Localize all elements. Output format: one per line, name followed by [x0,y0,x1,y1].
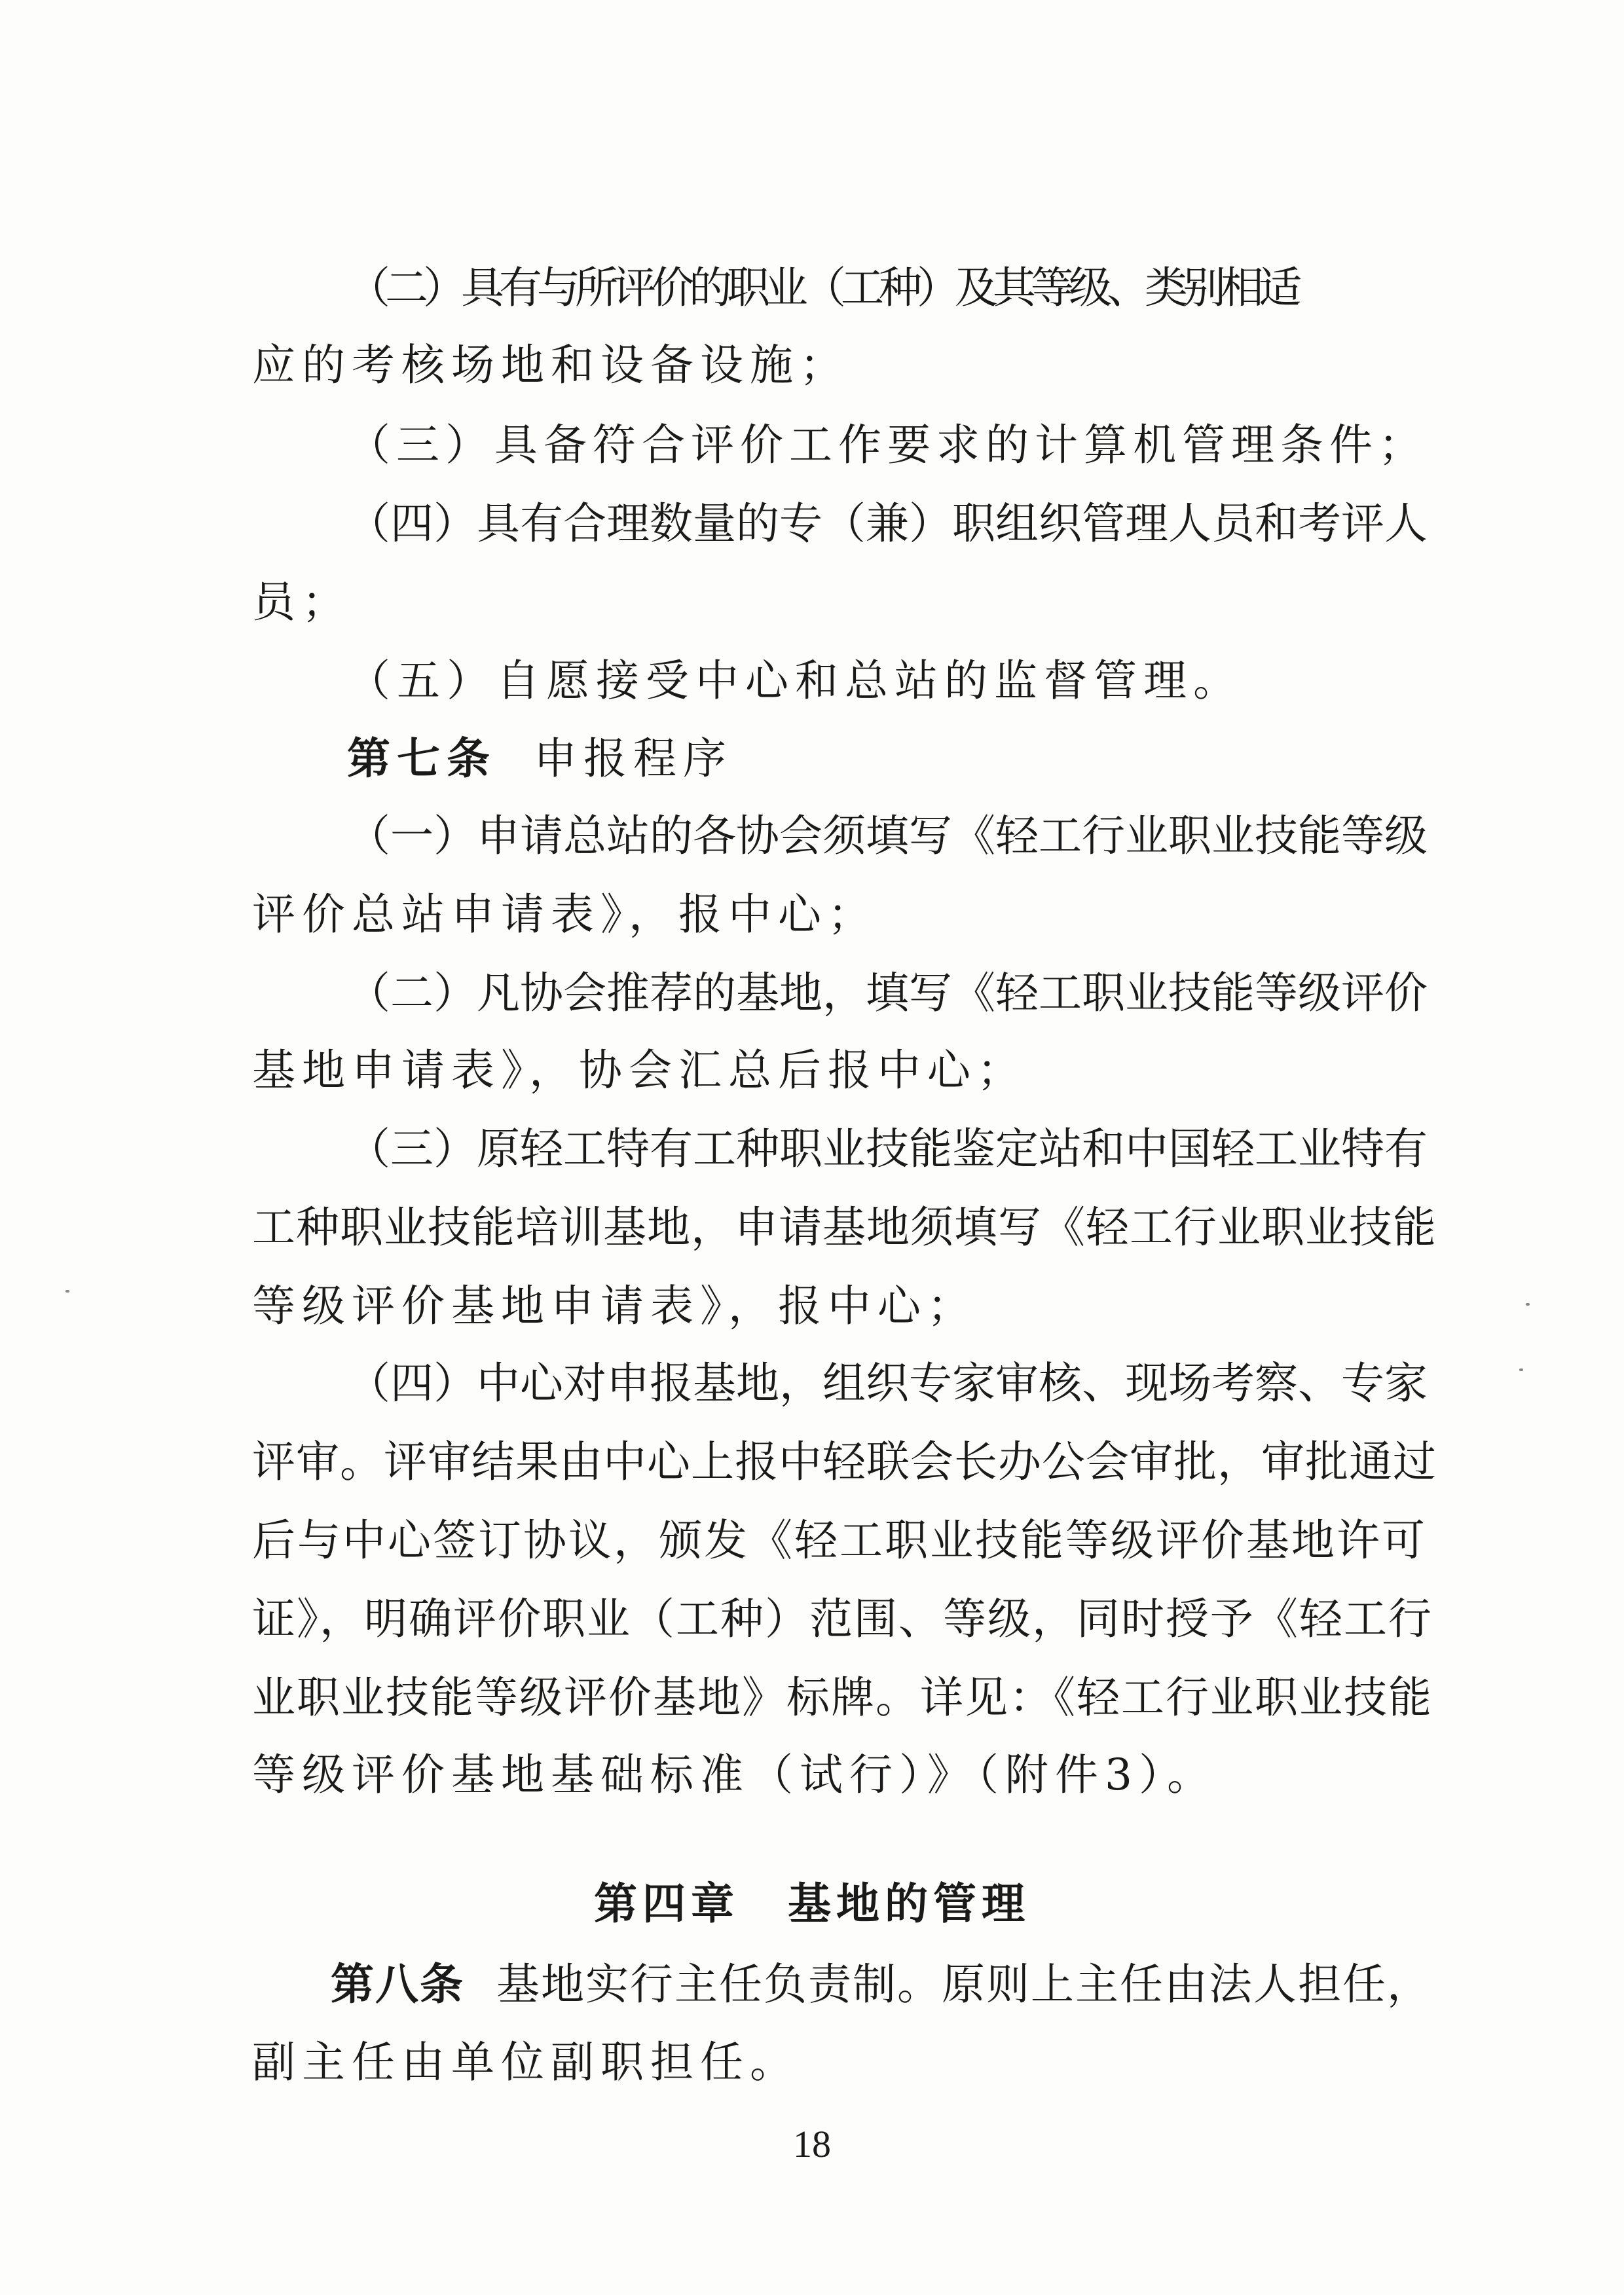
article-heading [331,1955,1431,2014]
paragraph-line: （一）申请总站的各协会须填写《轻工行业职业技能等级 [347,811,1428,861]
paragraph-line: 应的考核场地和设备设施； [252,340,849,390]
paragraph-line: 评价总站申请表》，报中心； [252,889,877,940]
scan-speck [1519,1368,1523,1371]
paragraph-line: 等级评价基地申请表》，报中心； [252,1281,977,1331]
paragraph-line: （三）具备符合评价工作要求的计算机管理条件； [347,420,1428,470]
article-heading [347,729,733,788]
paragraph-line: （二）具有与所评价的职业（工种）及其等级、类别相适 [347,263,1297,313]
paragraph-line: 证》，明确评价职业（工种）范围、等级，同时授予《轻工行 [252,1594,1433,1644]
paragraph-line: （四）中心对申报基地，组织专家审核、现场考察、专家 [347,1358,1428,1408]
paragraph-line: 员； [252,577,352,627]
article-number: 第七条 [347,733,496,784]
paragraph-line: 工种职业技能培训基地，申请基地须填写《轻工行业职业技能 [252,1202,1437,1253]
paragraph-line: 后与中心签订协议，颁发《轻工职业技能等级评价基地许可 [252,1515,1427,1566]
paragraph-line: 等级评价基地基础标准（试行）》（附件3）。 [252,1750,1217,1800]
page-number: 18 [793,2123,831,2165]
chapter-heading: 第四章 基地的管理 [594,1878,1030,1929]
paragraph-line: （四）具有合理数量的专（兼）职组织管理人员和考评人 [347,498,1428,549]
scan-speck [1526,1303,1530,1306]
paragraph-line: 评审。评审结果由中心上报中轻联会长办公会审批，审批通过 [252,1437,1437,1487]
article-body: 基地实行主任负责制。原则上主任由法人担任， [496,1959,1431,2010]
paragraph-line: （三）原轻工特有工种职业技能鉴定站和中国轻工业特有 [347,1124,1428,1174]
paragraph-line: 基地申请表》，协会汇总后报中心； [252,1045,1027,1095]
paragraph-line: （五）自愿接受中心和总站的监督管理。 [347,655,1243,706]
paragraph-line: 业职业技能等级评价基地》标牌。详见：《轻工行业职业技能 [252,1672,1433,1723]
scan-speck [65,1290,69,1293]
article-title: 申报程序 [533,733,733,784]
article-number: 第八条 [331,1958,464,2010]
paragraph-line: （二）凡协会推荐的基地，填写《轻工职业技能等级评价 [347,968,1428,1018]
paragraph-line: 副主任由单位副职担任。 [252,2037,800,2087]
